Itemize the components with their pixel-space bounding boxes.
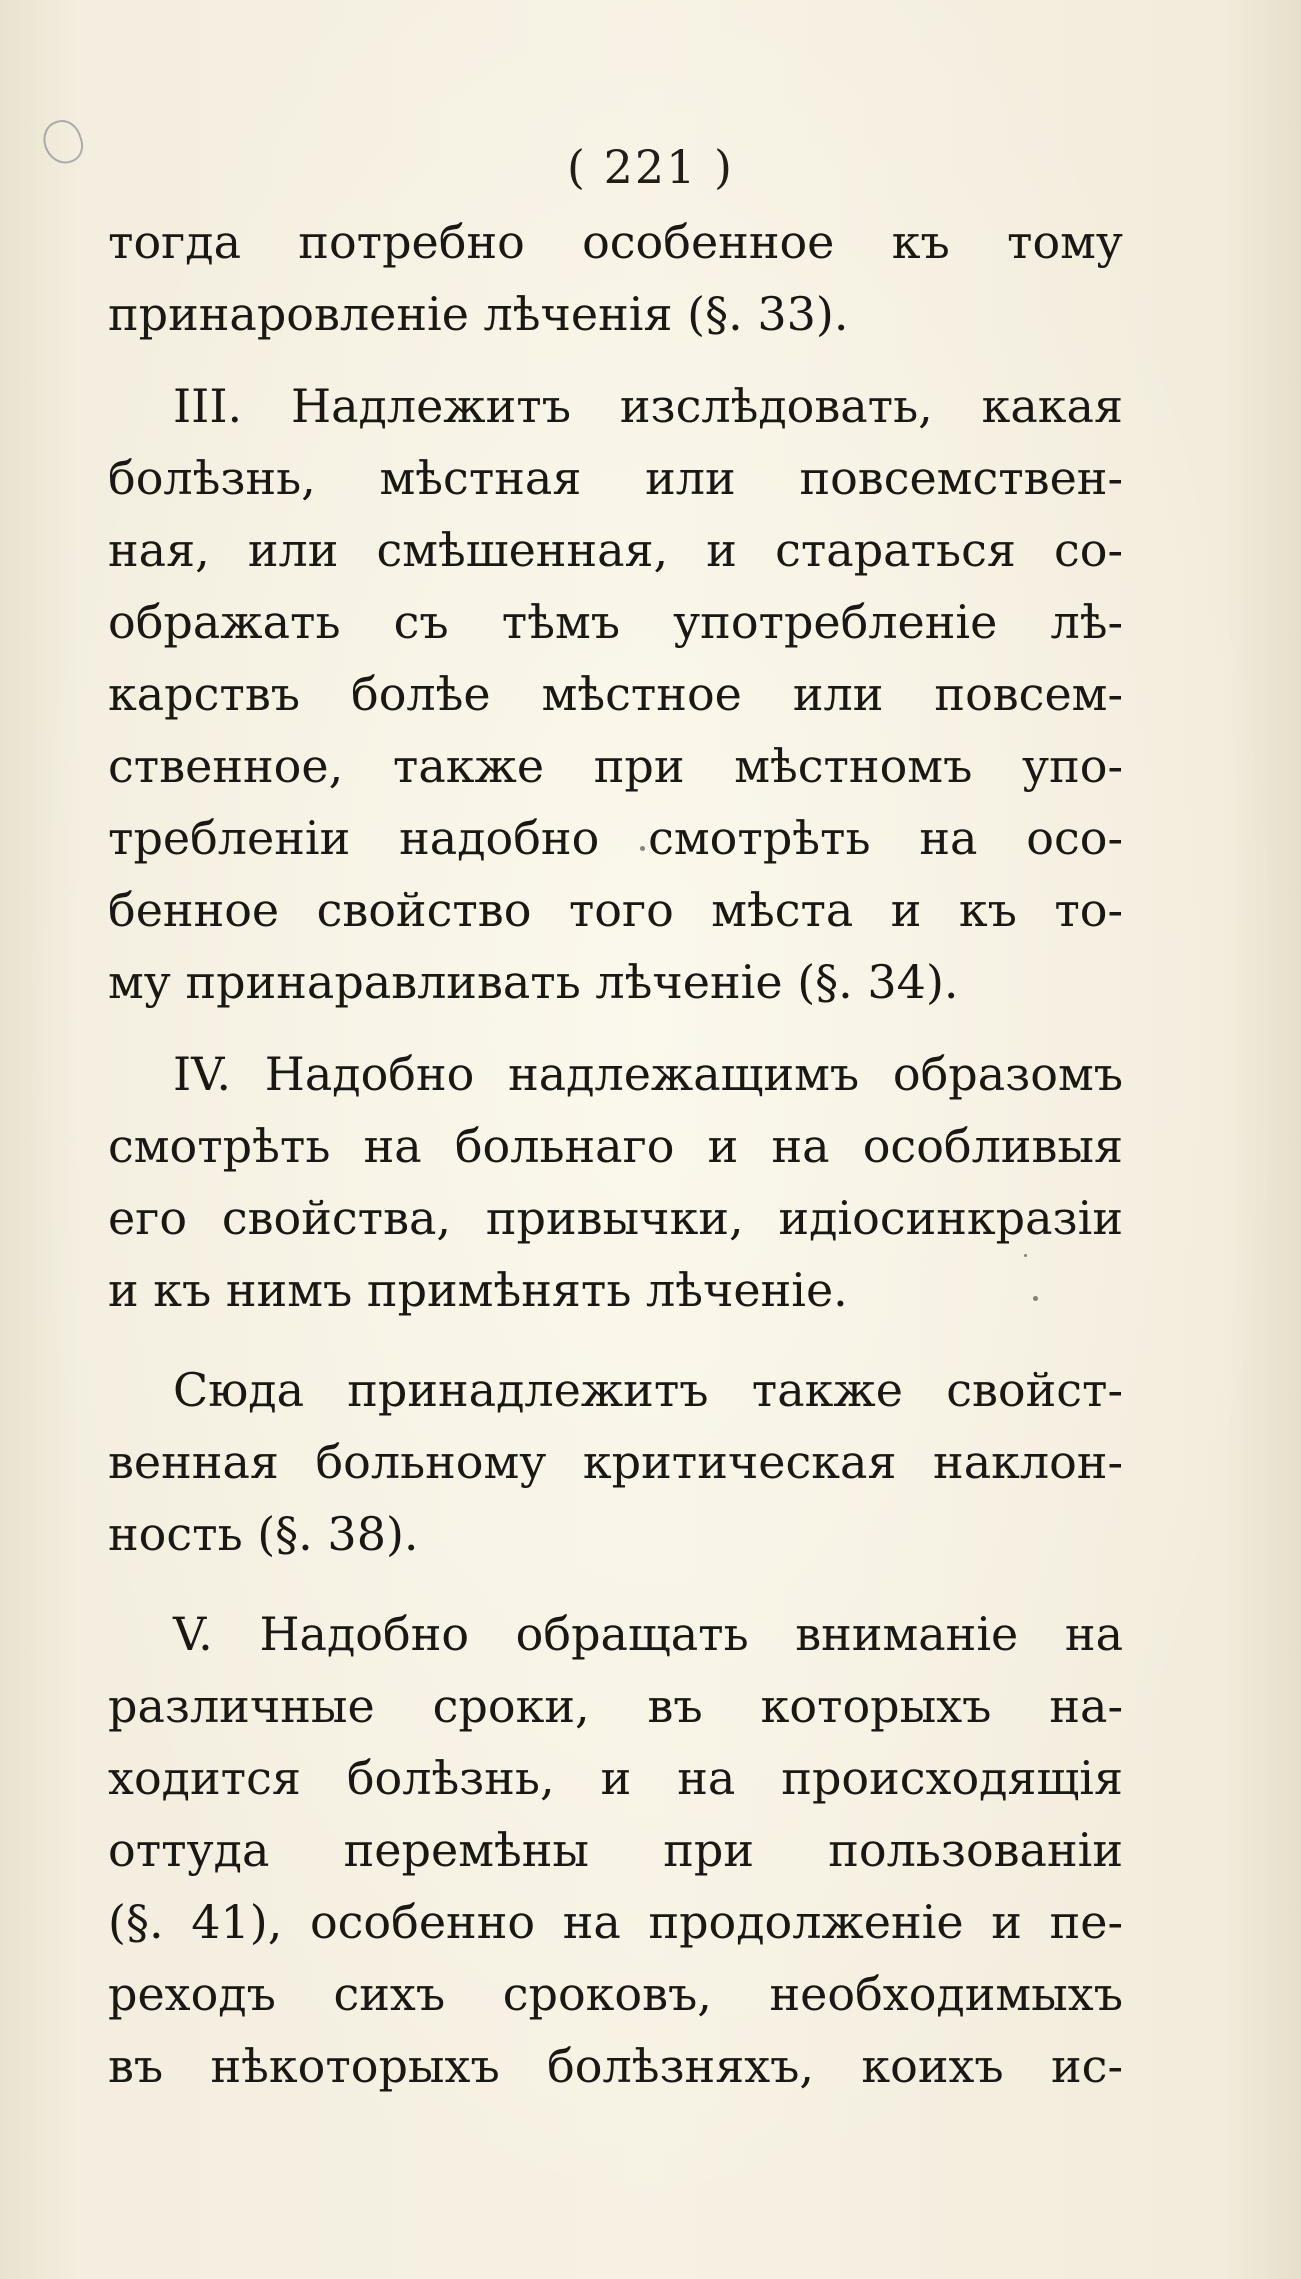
text-line: венная больному критическая наклон- <box>108 1435 1123 1489</box>
text-line: бенное свойство того мѣста и къ то- <box>108 883 1123 937</box>
text-line: и къ нимъ примѣнять лѣченіе. <box>108 1263 848 1317</box>
page-body <box>108 206 1123 2102</box>
text-line: ходится болѣзнь, и на происходящія <box>108 1751 1123 1805</box>
paragraph-item-iii <box>108 370 1123 1018</box>
text-line: III. Надлежитъ изслѣдовать, какая <box>173 379 1123 433</box>
text-line: ность (§. 38). <box>108 1507 419 1561</box>
text-line: оттуда перемѣны при пользованіи <box>108 1823 1123 1877</box>
text-line: смотрѣть на больнаго и на особливыя <box>108 1119 1123 1173</box>
paragraph-note <box>108 1354 1123 1570</box>
text-line: V. Надобно обращать вниманіе на <box>173 1607 1123 1661</box>
text-line: реходъ сихъ сроковъ, необходимыхъ <box>108 1967 1123 2021</box>
text-line: IV. Надобно надлежащимъ образомъ <box>173 1047 1123 1101</box>
text-line: различные сроки, въ которыхъ на- <box>108 1679 1123 1733</box>
text-line: карствъ болѣе мѣстное или повсем- <box>108 667 1123 721</box>
text-line: въ нѣкоторыхъ болѣзняхъ, коихъ ис- <box>108 2039 1123 2093</box>
paragraph-item-v <box>108 1598 1123 2102</box>
text-line: му принаравливать лѣченіе (§. 34). <box>108 955 959 1009</box>
text-line: болѣзнь, мѣстная или повсемствен- <box>108 451 1123 505</box>
text-line: ная, или смѣшенная, и стараться со- <box>108 523 1123 577</box>
text-line: его свойства, привычки, идіосинкразіи <box>108 1191 1123 1245</box>
text-line: требленіи надобно смотрѣть на осо- <box>108 811 1123 865</box>
paragraph-item-iv <box>108 1038 1123 1326</box>
page-number: ( 221 ) <box>567 140 734 194</box>
text-line: Сюда принадлежитъ также свойст- <box>173 1363 1123 1417</box>
text-line: (§. 41), особенно на продолженіе и пе- <box>108 1895 1123 1949</box>
text-line: тогда потребно особенное къ тому <box>108 215 1123 269</box>
text-line: принаровленіе лѣченія (§. 33). <box>108 287 849 341</box>
text-line: ственное, также при мѣстномъ упо- <box>108 739 1123 793</box>
paragraph-continuation <box>108 206 1123 350</box>
text-line: ображать съ тѣмъ употребленіе лѣ- <box>108 595 1123 649</box>
